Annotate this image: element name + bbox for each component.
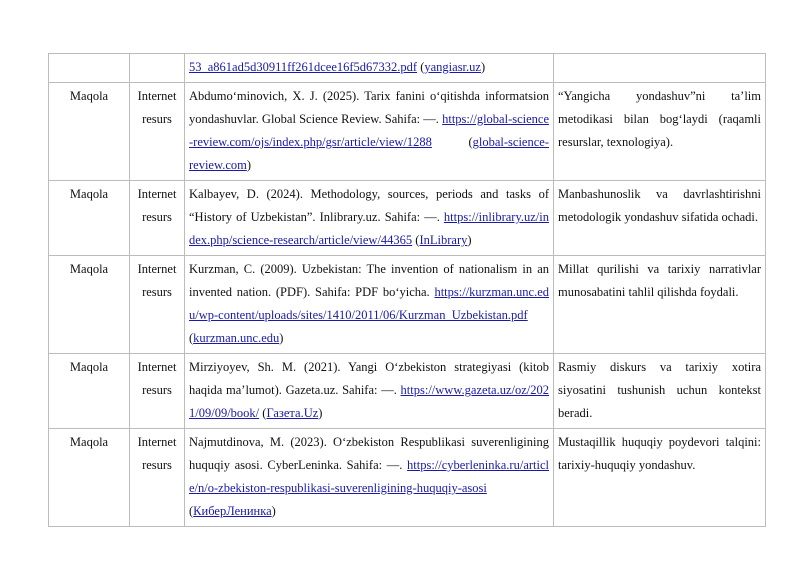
table-row <box>49 256 766 354</box>
resource-cell: Internet resurs <box>130 181 185 256</box>
type-cell: Maqola <box>49 181 130 256</box>
resource-cell: Internet resurs <box>130 256 185 354</box>
paren-close: ) <box>279 331 284 345</box>
references-table <box>48 53 766 527</box>
source-link[interactable]: https://www.gazeta.uz/oz/2021/09/09/book/ <box>189 383 550 420</box>
site-link[interactable]: yangiasr.uz <box>424 60 481 74</box>
paren-close: ) <box>246 158 252 172</box>
paren-open: ( <box>431 135 473 149</box>
table-row <box>49 181 766 256</box>
source-text: Kurzman, C. (2009). Uzbekistan: The invention of nationalism in an invented nation. (PDF). Sahifa: PDF bo‘yicha. <box>189 262 549 299</box>
note-cell <box>554 54 766 83</box>
type-cell <box>49 54 130 83</box>
resource-cell: Internet resurs <box>130 354 185 429</box>
source-link[interactable]: 53_a861ad5d30911ff261dcee16f5d67332.pdf <box>189 60 418 74</box>
table-row <box>49 83 766 181</box>
resource-cell: Internet resurs <box>130 429 185 527</box>
note-cell: Mustaqillik huquqiy poydevori talqini: tarixiy-huquqiy yondashuv. <box>554 429 766 527</box>
site-link[interactable]: Газета.Uz <box>266 406 319 420</box>
paren-open: ( <box>189 331 194 345</box>
source-cell <box>185 429 554 527</box>
table-row <box>49 54 766 83</box>
paren-close: ) <box>318 406 323 420</box>
paren-open: ( <box>412 233 420 247</box>
source-link[interactable]: https://global-science-review.com/ojs/index.php/gsr/article/view/1288 <box>189 112 550 149</box>
source-text: Kalbayev, D. (2024). Methodology, sources, periods and tasks of “History of Uzbekistan”. Inlibrary.uz. Sahifa: —. <box>189 187 549 224</box>
site-link[interactable]: kurzman.unc.edu <box>193 331 280 345</box>
table-row <box>49 429 766 527</box>
source-text: Najmutdinova, M. (2023). O‘zbekiston Respublikasi suverenligining huquqiy asosi. CyberLeninka. Sahifa: —. <box>189 435 549 472</box>
note-cell: “Yangicha yondashuv”ni ta’lim metodikasi bilan bog‘laydi (raqamli resurslar, texnologiya). <box>554 83 766 181</box>
source-cell <box>185 83 554 181</box>
source-cell <box>185 354 554 429</box>
paren-open: ( <box>417 60 425 74</box>
site-link[interactable]: global-science-review.com <box>189 135 549 172</box>
type-cell: Maqola <box>49 354 130 429</box>
site-link[interactable]: InLibrary <box>419 233 468 247</box>
table-row <box>49 354 766 429</box>
note-cell: Rasmiy diskurs va tarixiy xotira siyosatini tushunish uchun kontekst beradi. <box>554 354 766 429</box>
type-cell: Maqola <box>49 256 130 354</box>
source-text: Mirziyoyev, Sh. M. (2021). Yangi O‘zbekiston strategiyasi (kitob haqida ma’lumot). Gazeta.uz. Sahifa: —. <box>189 360 549 397</box>
paren-open: ( <box>189 504 194 518</box>
source-cell <box>185 256 554 354</box>
resource-cell <box>130 54 185 83</box>
site-link[interactable]: КиберЛенинка <box>193 504 272 518</box>
paren-close: ) <box>271 504 276 518</box>
resource-cell: Internet resurs <box>130 83 185 181</box>
type-cell: Maqola <box>49 83 130 181</box>
source-cell <box>185 54 554 83</box>
note-cell: Manbashunoslik va davrlashtirishni metodologik yondashuv sifatida ochadi. <box>554 181 766 256</box>
source-link[interactable]: https://cyberleninka.ru/article/n/o-zbekiston-respublikasi-suverenligining-huquqiy-asosi <box>189 458 549 495</box>
source-link[interactable]: https://kurzman.unc.edu/wp-content/uploads/sites/1410/2011/06/Kurzman_Uzbekistan.pdf <box>189 285 549 322</box>
source-cell <box>185 181 554 256</box>
paren-open: ( <box>259 406 267 420</box>
source-text: Abdumo‘minovich, X. J. (2025). Tarix fanini o‘qitishda informatsion yondashuvlar. Global Science Review. Sahifa: —. <box>189 89 549 126</box>
paren-close: ) <box>467 233 472 247</box>
source-link[interactable]: https://inlibrary.uz/index.php/science-research/article/view/44365 <box>189 210 549 247</box>
note-cell: Millat qurilishi va tarixiy narrativlar munosabatini tahlil qilishda foydali. <box>554 256 766 354</box>
paren-close: ) <box>480 60 486 74</box>
type-cell: Maqola <box>49 429 130 527</box>
